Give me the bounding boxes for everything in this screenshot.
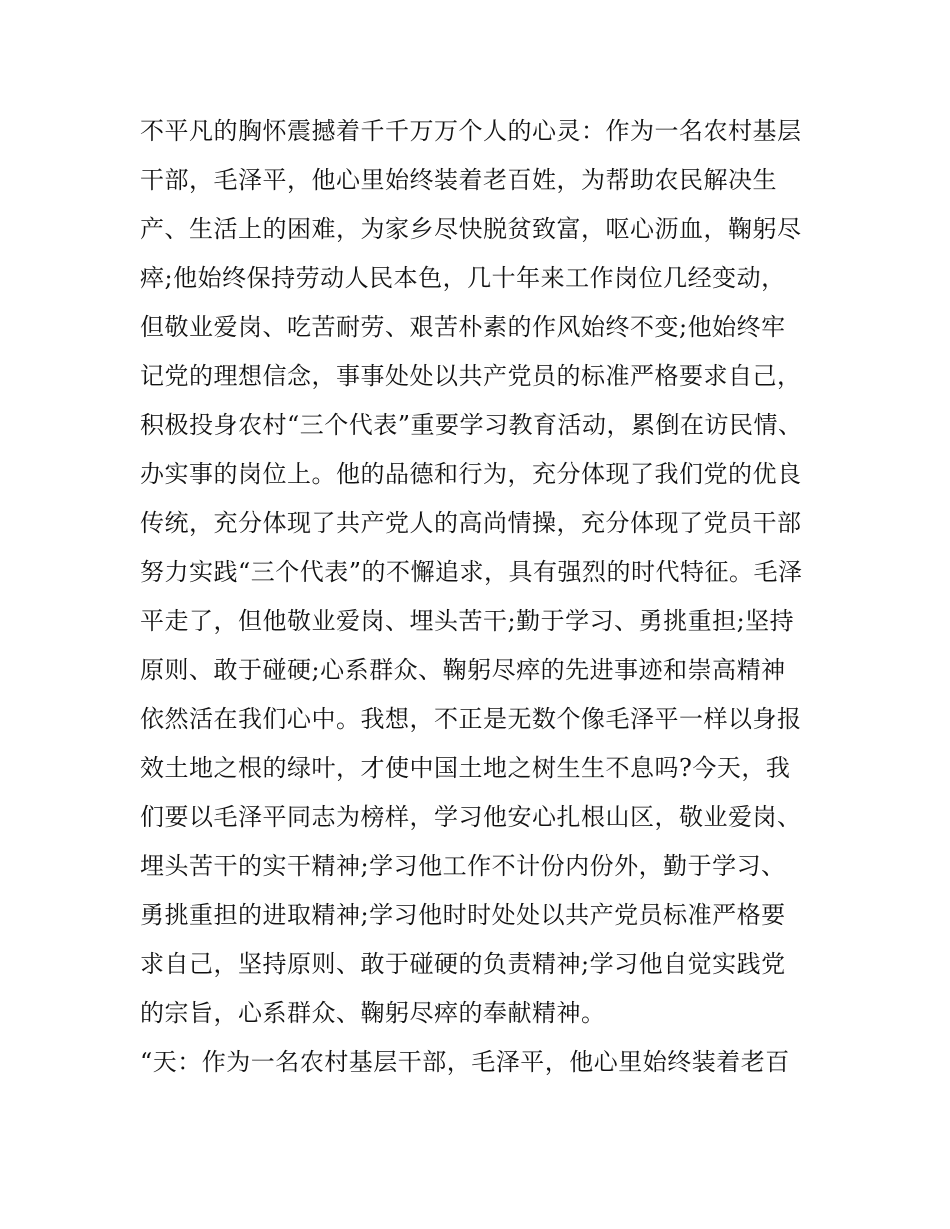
text-line: 瘁;他始终保持劳动人民本色，几十年来工作岗位几经变动， bbox=[140, 264, 786, 292]
text-line: 产、生活上的困难，为家乡尽快脱贫致富，呕心沥血，鞠躬尽 bbox=[140, 215, 802, 243]
text-line: 办实事的岗位上。他的品德和行为，充分体现了我们党的优良 bbox=[140, 460, 802, 488]
text-line: 不平凡的胸怀震撼着千千万万个人的心灵：作为一名农村基层 bbox=[140, 117, 802, 145]
text-line: 传统，充分体现了共产党人的高尚情操，充分体现了党员干部 bbox=[140, 509, 802, 537]
text-line: “天：作为一名农村基层干部，毛泽平，他心里始终装着老百 bbox=[140, 1048, 790, 1076]
text-line: 记党的理想信念，事事处处以共产党员的标准严格要求自己， bbox=[140, 362, 802, 390]
text-line: 的宗旨，心系群众、鞠躬尽瘁的奉献精神。 bbox=[140, 999, 606, 1027]
text-line: 原则、敢于碰硬;心系群众、鞠躬尽瘁的先进事迹和崇高精神 bbox=[140, 656, 786, 684]
text-line: 埋头苦干的实干精神;学习他工作不计份内份外，勤于学习、 bbox=[140, 852, 786, 880]
text-line: 干部，毛泽平，他心里始终装着老百姓，为帮助农民解决生 bbox=[140, 166, 777, 194]
text-line: 努力实践“三个代表”的不懈追求，具有强烈的时代特征。毛泽 bbox=[140, 558, 803, 586]
text-line: 勇挑重担的进取精神;学习他时时处处以共产党员标准严格要 bbox=[140, 901, 786, 929]
text-line: 平走了，但他敬业爱岗、埋头苦干;勤于学习、勇挑重担;坚持 bbox=[140, 607, 795, 635]
text-line: 依然活在我们心中。我想，不正是无数个像毛泽平一样以身报 bbox=[140, 705, 802, 733]
text-line: 积极投身农村“三个代表”重要学习教育活动，累倒在访民情、 bbox=[140, 411, 803, 439]
text-line: 效土地之根的绿叶，才使中国土地之树生生不息吗?今天，我 bbox=[140, 754, 791, 782]
text-line: 但敬业爱岗、吃苦耐劳、艰苦朴素的作风始终不变;他始终牢 bbox=[140, 313, 786, 341]
text-line: 求自己，坚持原则、敢于碰硬的负责精神;学习他自觉实践党 bbox=[140, 950, 786, 978]
text-line: 们要以毛泽平同志为榜样，学习他安心扎根山区，敬业爱岗、 bbox=[140, 803, 802, 831]
